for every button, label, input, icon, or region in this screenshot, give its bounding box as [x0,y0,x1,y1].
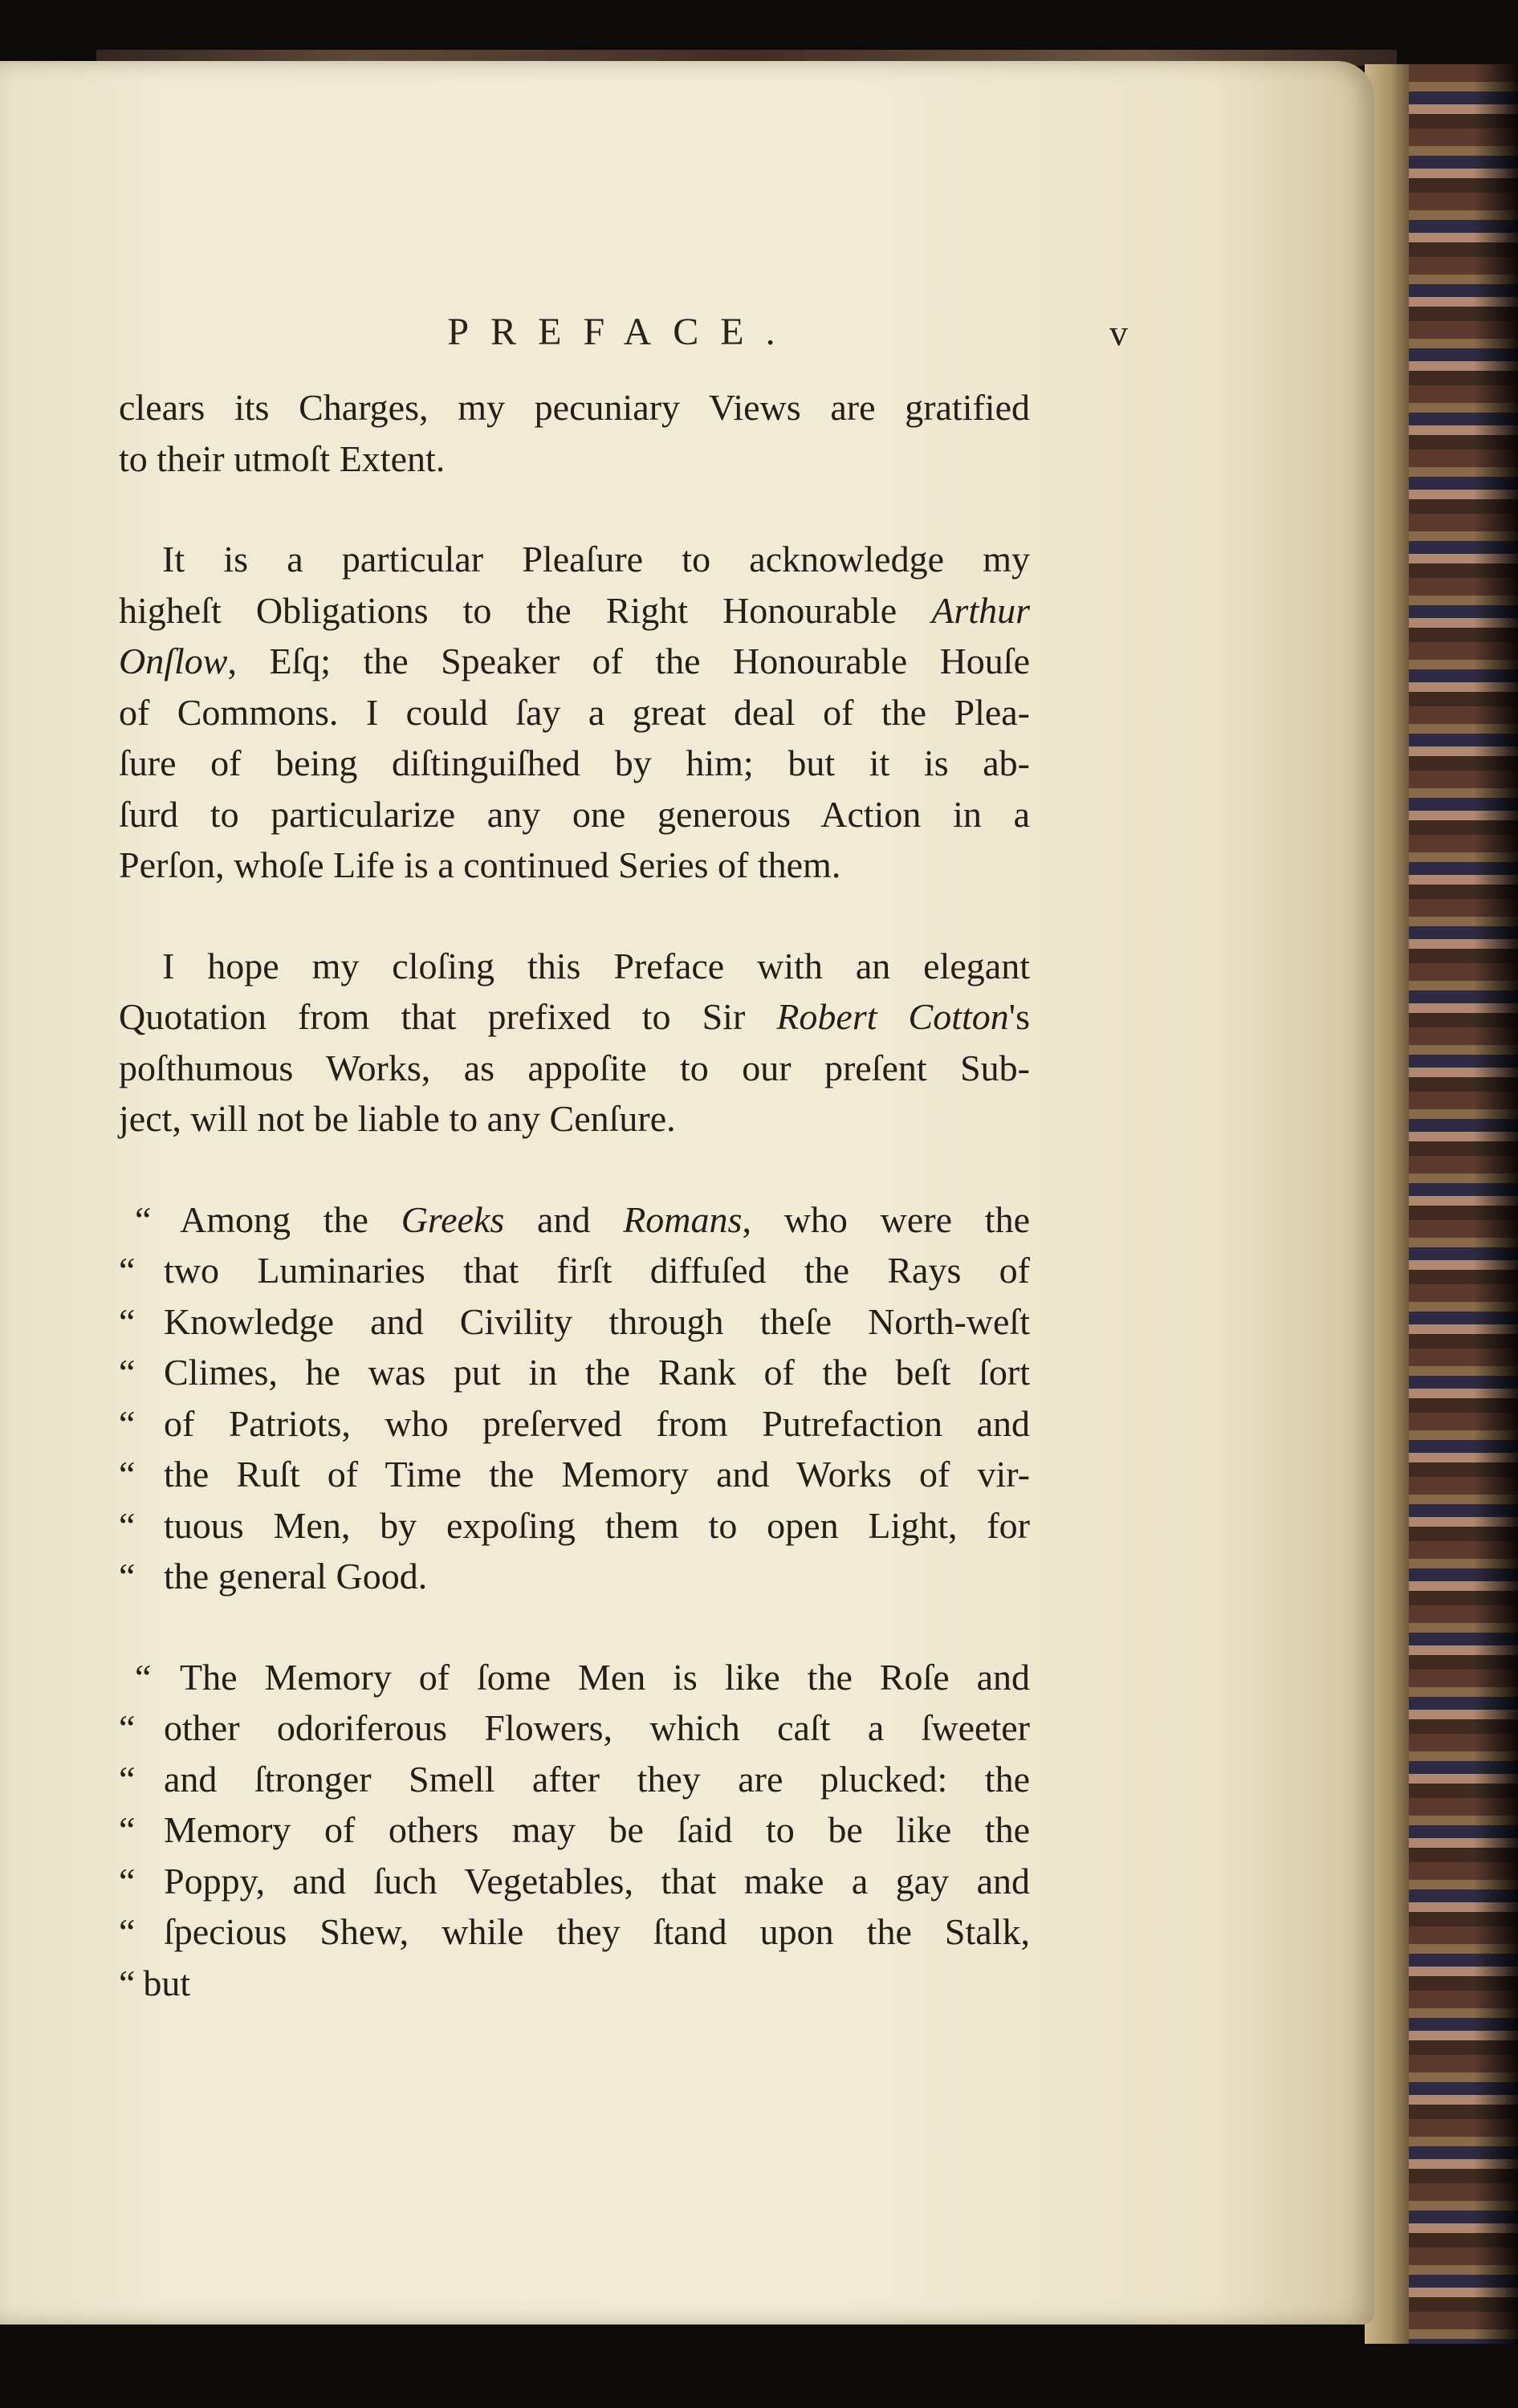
text-line [119,1093,1030,1145]
paragraph-p4 [119,1194,1030,1602]
text-line [119,789,1030,840]
text-segment: The Memory of ſome Men is like the Roſe and [180,1656,1030,1698]
text-segment: two Luminaries that firſt diffuſed the Rays of [164,1250,1030,1291]
text-segment: other odoriferous Flowers, which caſt a ſweeter [164,1707,1030,1748]
text-line [119,1245,1030,1296]
text-segment: Perſon, whoſe Life is a continued Series of them. [119,844,841,885]
text-segment: to their utmoſt Extent. [119,437,446,479]
text-segment: Climes, he was put in the Rank of the beſt ſort [164,1352,1030,1393]
text-line [119,1296,1030,1348]
text-line [119,1702,1030,1754]
italic-text: Arthur [931,589,1030,631]
text-line [119,382,1030,433]
quotation-mark: “ [119,1454,136,1495]
body-text [119,382,1030,2008]
quotation-mark: “ [119,1300,136,1342]
text-segment: the general Good. [164,1556,428,1597]
text-segment: Quotation from that prefixed to Sir [119,996,777,1037]
text-segment: and [504,1198,624,1240]
book-spine-marbled-edge [1365,64,1518,2344]
text-line [119,1804,1030,1856]
quotation-mark: “ [119,1911,136,1952]
italic-text: Greeks [401,1198,505,1240]
paragraph-gap [119,1602,1030,1652]
text-segment: poſthumous Works, as appoſite to our preſent Sub- [119,1047,1030,1088]
text-segment: 's [1008,996,1030,1037]
paragraph-p5 [119,1652,1030,1958]
text-line [119,1754,1030,1805]
italic-text: Romans [623,1198,743,1240]
quotation-mark: “ [119,1504,136,1546]
quotation-mark: “ [135,1198,152,1240]
text-segment: Knowledge and Civility through theſe North-weſt [164,1300,1030,1342]
quotation-mark: “ [119,1556,136,1597]
text-line [119,1043,1030,1094]
quotation-mark: “ [119,1250,136,1291]
text-segment: , Eſq; the Speaker of the Honourable Houſe [227,641,1030,681]
quotation-mark: “ [119,1707,136,1748]
italic-text: Onſlow [119,641,228,681]
quotation-mark: “ [119,1860,136,1902]
running-head: PREFACE. [447,311,797,353]
text-line [119,1449,1030,1500]
text-line [119,1398,1030,1450]
book-page [0,61,1374,2325]
text-line [119,1500,1030,1552]
paragraph-gap [119,1145,1030,1194]
quotation-mark: “ [119,1758,136,1800]
text-line [119,534,1030,585]
text-line [119,1906,1030,1958]
text-segment: ſpecious Shew, while they ſtand upon the Stalk, [164,1911,1030,1952]
quotation-mark: “ [119,1402,136,1444]
text-segment: , who were the [742,1198,1030,1240]
text-segment: and ſtronger Smell after they are plucked: the [164,1758,1030,1800]
text-line [119,1856,1030,1907]
quotation-mark: “ [119,1962,136,2003]
text-segment: Among the [180,1198,401,1240]
text-segment: It is a particular Pleaſure to acknowledge my [162,539,1030,580]
paragraph-p2 [119,534,1030,891]
text-segment: tuous Men, by expoſing them to open Light, for [164,1504,1030,1546]
paragraph-p3 [119,941,1030,1145]
text-line [119,941,1030,992]
text-line [119,1347,1030,1398]
text-segment: the Ruſt of Time the Memory and Works of vir- [164,1454,1030,1495]
text-line [119,1194,1030,1246]
paragraph-p1 [119,382,1030,484]
text-segment: ject, will not be liable to any Cenſure. [119,1098,676,1139]
text-segment: higheſt Obligations to the Right Honourable [119,589,932,631]
text-segment: clears its Charges, my pecuniary Views are gratified [119,387,1030,428]
text-segment: ſurd to particularize any one generous Action in a [119,793,1030,835]
text-segment: Memory of others may be ſaid to be like the [164,1809,1030,1850]
text-line [119,636,1030,687]
text-segment: ſure of being diſtinguiſhed by him; but it is ab- [119,742,1030,783]
paragraph-gap [119,484,1030,534]
page-number: v [1109,312,1128,353]
text-line [119,1652,1030,1703]
paragraph-gap [119,891,1030,941]
text-line [119,585,1030,637]
catchword [119,1958,1030,2009]
italic-text: Robert Cotton [776,996,1009,1037]
quotation-mark: “ [119,1809,136,1850]
text-segment: I hope my cloſing this Preface with an elegant [162,945,1030,986]
catchword-text: but [143,1962,191,2003]
text-segment: of Commons. I could ſay a great deal of the Plea- [119,691,1030,733]
text-line [119,991,1030,1043]
text-line [119,433,1030,485]
text-segment: Poppy, and ſuch Vegetables, that make a gay and [164,1860,1030,1902]
text-line [119,738,1030,789]
text-segment: of Patriots, who preſerved from Putrefaction and [164,1402,1030,1444]
text-line [119,1551,1030,1602]
text-line [119,687,1030,738]
quotation-mark: “ [119,1352,136,1393]
quotation-mark: “ [135,1656,152,1698]
text-line [119,840,1030,891]
